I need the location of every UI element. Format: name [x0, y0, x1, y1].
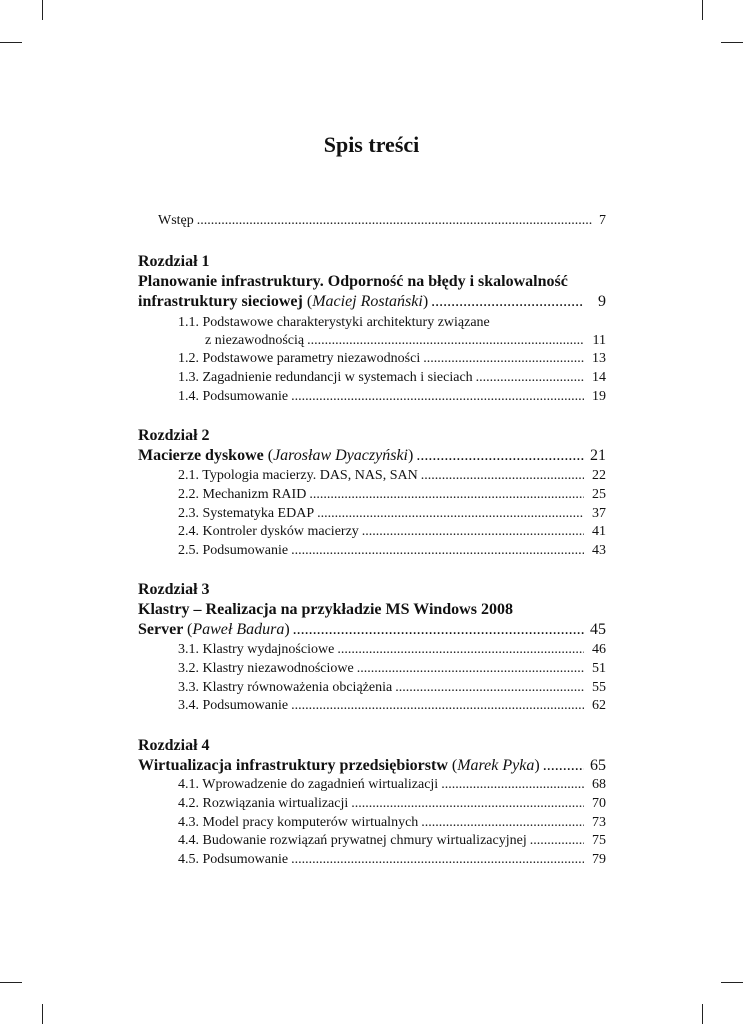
section-number: 1.2.	[178, 351, 199, 366]
chapter-title-cont: Server	[138, 621, 184, 638]
toc-entry-section[interactable]	[205, 333, 606, 349]
toc-entry-chapter[interactable]: Wirtualizacja infrastruktury przedsiębiorstw (Marek Pyka) ..... 65	[138, 757, 606, 775]
dot-leader	[418, 815, 584, 831]
toc-entry-section[interactable]	[178, 487, 606, 503]
toc-entry-intro[interactable]	[158, 213, 606, 229]
page-number: 14	[592, 370, 606, 385]
page-number: 7	[599, 213, 606, 228]
crop-mark	[721, 42, 743, 43]
page-number: 41	[592, 524, 606, 539]
dot-leader	[359, 524, 584, 540]
toc-entry-section[interactable]	[178, 370, 606, 386]
toc-entry-section[interactable]	[178, 642, 606, 658]
chapter-author: Jarosław Dyaczyński	[273, 447, 408, 464]
dot-leader	[420, 351, 584, 367]
page-number: 51	[592, 661, 606, 676]
section-title-text: Kontroler dysków macierzy	[202, 524, 359, 539]
page-number: 75	[592, 833, 606, 848]
toc-entry-section[interactable]	[178, 524, 606, 540]
section-title[interactable]	[178, 315, 490, 331]
crop-mark	[0, 42, 22, 43]
section-title-text: Klastry niezawodnościowe	[202, 661, 354, 676]
section-number: 4.5.	[178, 852, 199, 867]
page-number: 65	[590, 757, 606, 774]
dot-leader	[288, 852, 584, 868]
page-number: 70	[592, 796, 606, 811]
toc-entry-chapter[interactable]: Macierze dyskowe (Jarosław Dyaczyński) ..... 21	[138, 447, 606, 465]
crop-mark	[702, 0, 703, 20]
dot-leader	[334, 642, 584, 658]
page-number: 43	[592, 543, 606, 558]
toc-entry-section[interactable]	[178, 351, 606, 367]
dot-leader	[473, 370, 584, 386]
section-number: 3.1.	[178, 642, 199, 657]
section-number: 4.3.	[178, 815, 199, 830]
dot-leader	[354, 661, 584, 677]
dot-leader	[194, 213, 592, 229]
toc-entry-chapter[interactable]: infrastruktury sieciowej (Maciej Rostański) ..... 9	[138, 293, 606, 311]
dot-leader	[314, 506, 584, 522]
dot-leader	[304, 333, 584, 349]
dot-leader	[527, 833, 584, 849]
chapter-title[interactable]: Planowanie infrastruktury. Odporność na błędy i skalowalność	[138, 273, 568, 290]
section-number: 4.4.	[178, 833, 199, 848]
dot-leader	[288, 389, 584, 405]
toc-entry-section[interactable]	[178, 661, 606, 677]
chapter-author: Marek Pyka	[457, 757, 535, 774]
toc-entry-section[interactable]	[178, 833, 606, 849]
section-number: 3.4.	[178, 698, 199, 713]
toc-entry-section[interactable]	[178, 852, 606, 868]
section-number: 2.1.	[178, 468, 199, 483]
chapter-label: Rozdział 3	[138, 581, 210, 598]
section-number: 2.3.	[178, 506, 199, 521]
section-number: 2.5.	[178, 543, 199, 558]
toc-entry-section[interactable]	[178, 777, 606, 793]
crop-mark	[721, 982, 743, 983]
section-title-text: Podsumowanie	[202, 389, 289, 404]
page-number: 22	[592, 468, 606, 483]
page-number: 68	[592, 777, 606, 792]
toc-entry-section[interactable]	[178, 698, 606, 714]
page-number: 62	[592, 698, 606, 713]
crop-mark	[0, 982, 22, 983]
section-title-text: Rozwiązania wirtualizacji	[202, 796, 349, 811]
section-number: 3.3.	[178, 680, 199, 695]
dot-leader	[428, 293, 584, 311]
toc-entry-section[interactable]	[178, 468, 606, 484]
chapter-title: Macierze dyskowe	[138, 447, 264, 464]
page-number: 11	[592, 333, 606, 348]
chapter-label: Rozdział 4	[138, 737, 210, 754]
page-number: 79	[592, 852, 606, 867]
section-title-text: Podsumowanie	[202, 852, 289, 867]
section-number: 2.4.	[178, 524, 199, 539]
section-number: 4.2.	[178, 796, 199, 811]
chapter-label: Rozdział 1	[138, 253, 210, 270]
crop-mark	[42, 0, 43, 20]
page-number: 13	[592, 351, 606, 366]
dot-leader	[392, 680, 584, 696]
toc-entry-section[interactable]	[178, 680, 606, 696]
dot-leader	[540, 757, 584, 775]
section-title-text: Typologia macierzy. DAS, NAS, SAN	[202, 468, 418, 483]
crop-mark	[702, 1004, 703, 1024]
toc-entry-section[interactable]	[178, 796, 606, 812]
dot-leader	[348, 796, 584, 812]
chapter-title: Wirtualizacja infrastruktury przedsiębiorstw	[138, 757, 448, 774]
dot-leader	[418, 468, 584, 484]
section-number: 1.4.	[178, 389, 199, 404]
dot-leader	[306, 487, 584, 503]
dot-leader	[290, 621, 584, 639]
section-number: 4.1.	[178, 777, 199, 792]
page-number: 37	[592, 506, 606, 521]
section-title-text: Model pracy komputerów wirtualnych	[202, 815, 419, 830]
chapter-author: Maciej Rostański	[312, 293, 423, 310]
section-title-text: Zagadnienie redundancji w systemach i sieciach	[202, 370, 473, 385]
section-number: 3.2.	[178, 661, 199, 676]
section-title-text: Budowanie rozwiązań prywatnej chmury wirtualizacyjnej	[202, 833, 527, 848]
page-number: 73	[592, 815, 606, 830]
section-title-text: Klastry równoważenia obciążenia	[202, 680, 393, 695]
dot-leader	[438, 777, 584, 793]
dot-leader	[288, 698, 584, 714]
toc-entry-section[interactable]	[178, 543, 606, 559]
section-title-text: Wprowadzenie do zagadnień wirtualizacji	[202, 777, 439, 792]
section-title-text: Podstawowe parametry niezawodności	[202, 351, 421, 366]
page-number: 19	[592, 389, 606, 404]
chapter-title[interactable]: Klastry – Realizacja na przykładzie MS Windows 2008	[138, 601, 513, 618]
section-title-text: Podsumowanie	[202, 543, 289, 558]
section-title-cont: z niezawodnością	[205, 333, 305, 348]
section-number: 1.3.	[178, 370, 199, 385]
entry-title: Wstęp	[158, 213, 194, 228]
toc-entry-section[interactable]	[178, 389, 606, 405]
chapter-author: Paweł Badura	[192, 621, 285, 638]
page-number: 9	[598, 293, 606, 310]
section-number: 1.1.	[178, 315, 199, 330]
section-title-text: Klastry wydajnościowe	[202, 642, 335, 657]
chapter-title-cont: infrastruktury sieciowej	[138, 293, 303, 310]
chapter-label: Rozdział 2	[138, 427, 210, 444]
page-title: Spis treści	[323, 132, 420, 157]
page-number: 45	[590, 621, 606, 638]
page-number: 25	[592, 487, 606, 502]
toc-entry-section[interactable]	[178, 506, 606, 522]
page-number: 46	[592, 642, 606, 657]
dot-leader	[288, 543, 584, 559]
section-title-text: Podsumowanie	[202, 698, 289, 713]
section-title-text: Podstawowe charakterystyki architektury związane	[202, 315, 490, 330]
section-title-text: Systematyka EDAP	[202, 506, 315, 521]
toc-entry-chapter[interactable]: Server (Paweł Badura) ..... 45	[138, 621, 606, 639]
toc-entry-section[interactable]	[178, 815, 606, 831]
page-number: 55	[592, 680, 606, 695]
page-number: 21	[590, 447, 606, 464]
crop-mark	[42, 1004, 43, 1024]
section-title-text: Mechanizm RAID	[202, 487, 307, 502]
section-number: 2.2.	[178, 487, 199, 502]
dot-leader	[413, 447, 584, 465]
